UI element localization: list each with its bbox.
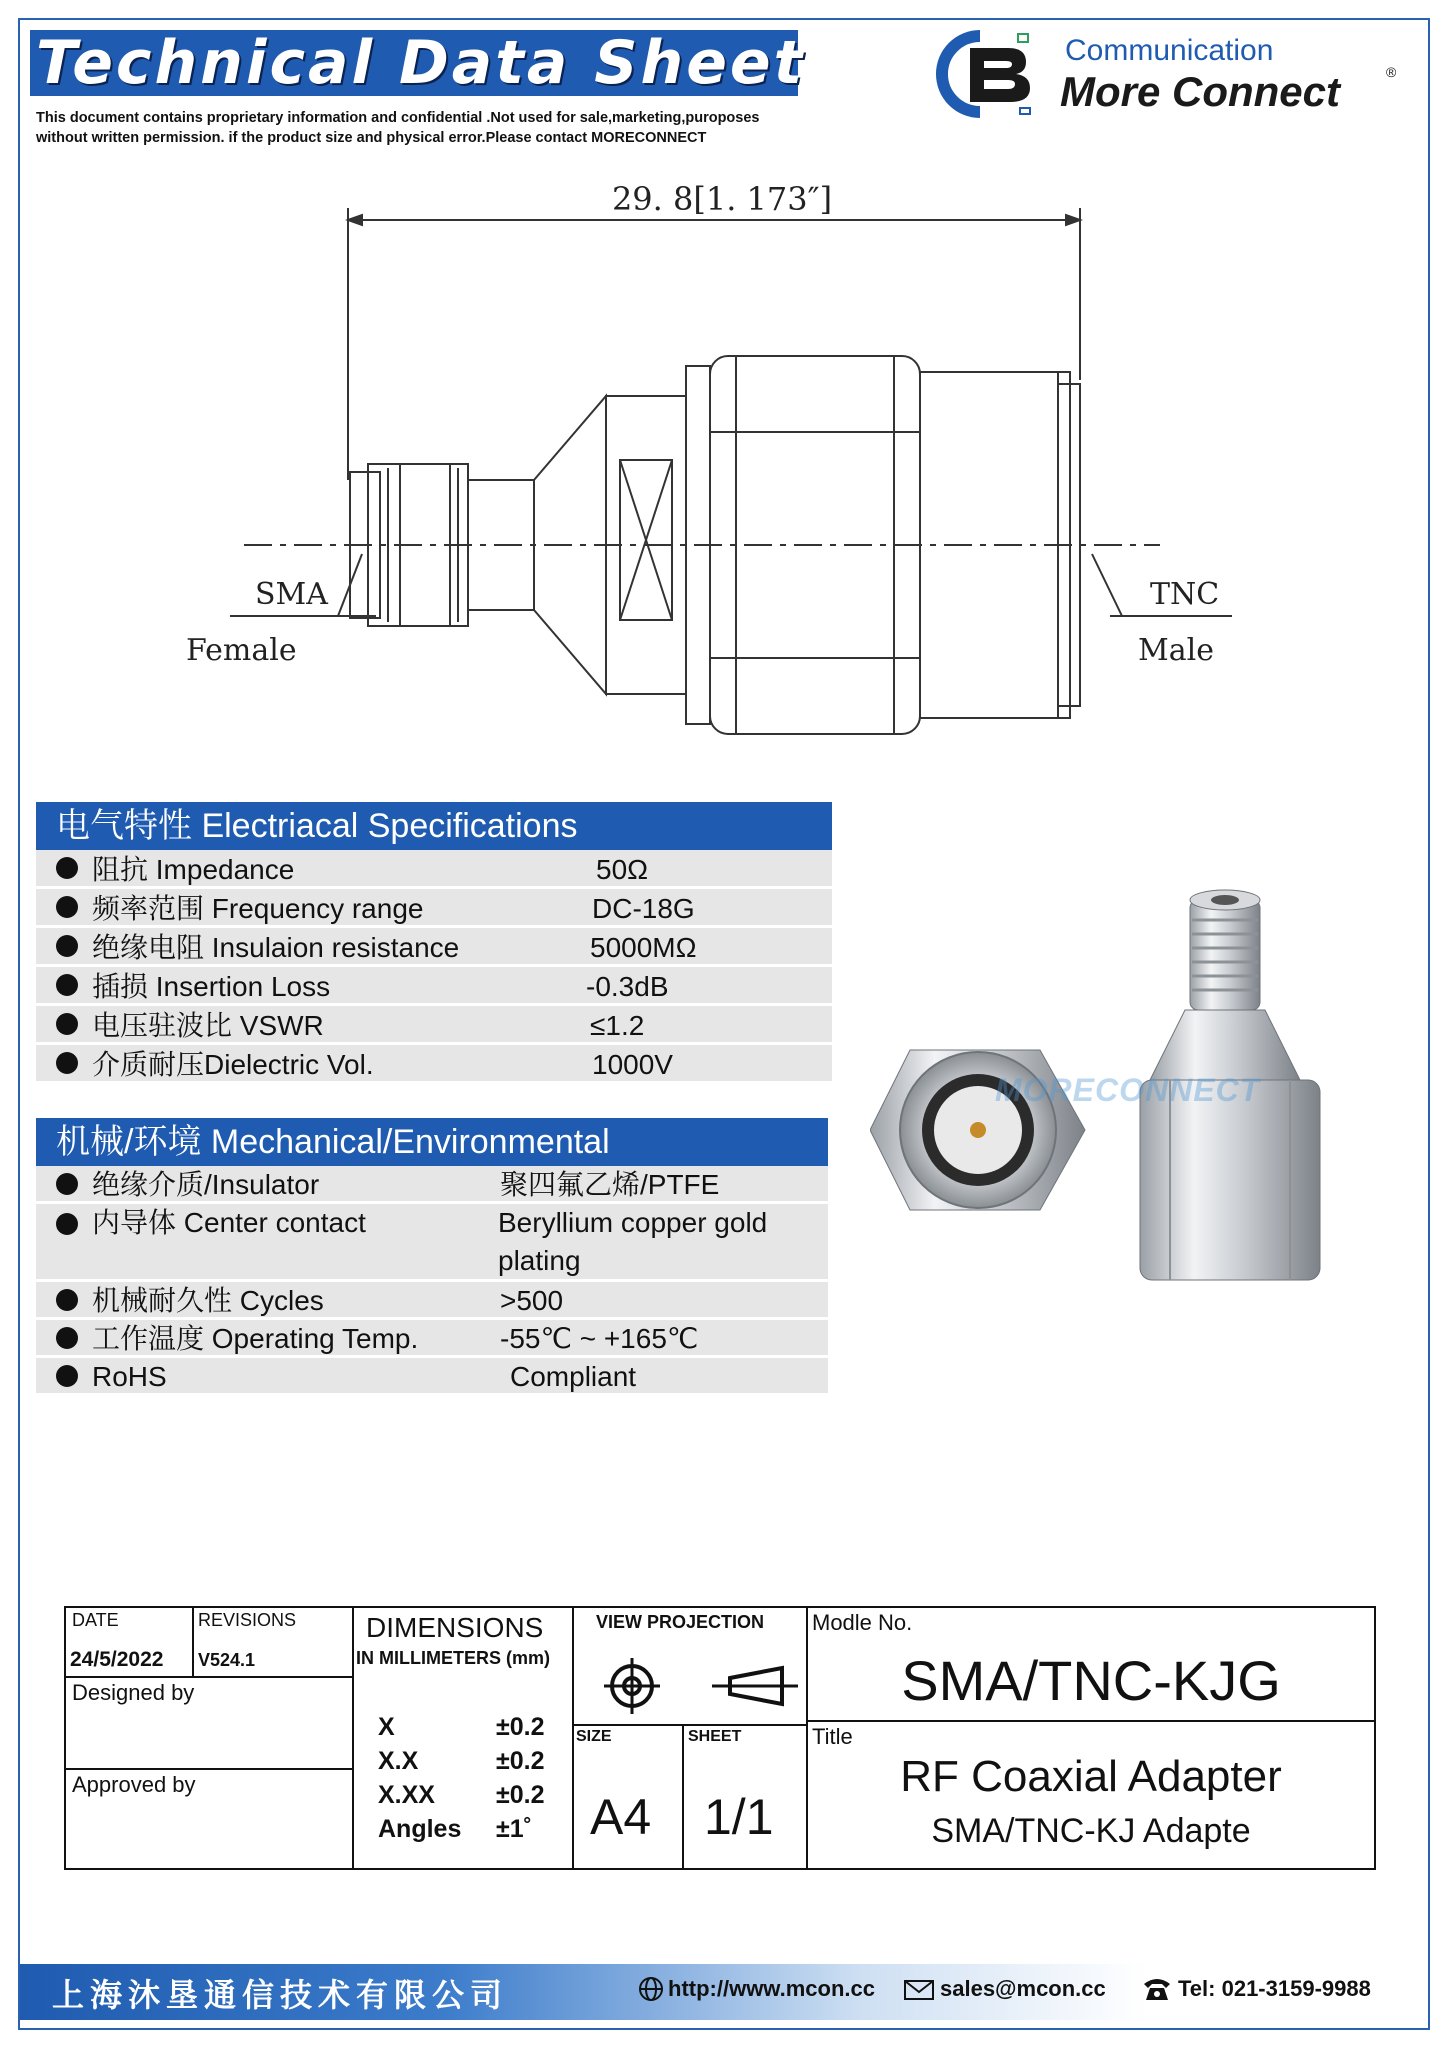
mechanical-table xyxy=(36,1166,828,1396)
spec-label: 插损 Insertion Loss xyxy=(92,971,331,1002)
bullet-icon xyxy=(56,1365,78,1387)
spec-value: 1000V xyxy=(592,1049,673,1080)
brand-more-connect: More Connect xyxy=(1060,68,1341,115)
bullet-icon xyxy=(56,974,78,996)
spec-row-insertion-loss xyxy=(36,967,832,1006)
dimensions-units: IN MILLIMETERS (mm) xyxy=(356,1648,550,1668)
size-label: SIZE xyxy=(576,1728,612,1745)
spec-row-rohs xyxy=(36,1358,828,1396)
divider xyxy=(66,1676,352,1678)
title-line-1: RF Coaxial Adapter xyxy=(900,1752,1282,1801)
sma-label: SMA xyxy=(255,577,328,612)
spec-row-impedance xyxy=(36,850,832,889)
electrical-heading: 电气特性 Electriacal Specifications xyxy=(36,802,832,850)
tolerance-names xyxy=(378,1710,461,1846)
bullet-icon xyxy=(56,857,78,879)
spec-label: 内导体 Center contact xyxy=(92,1207,366,1238)
spec-value: >500 xyxy=(500,1285,564,1316)
spec-value: -55℃ ~ +165℃ xyxy=(500,1323,699,1354)
spec-label: 电压驻波比 VSWR xyxy=(92,1010,324,1041)
dimensions-label: DIMENSIONS xyxy=(366,1612,544,1643)
spec-value: Beryllium copper gold plating xyxy=(498,1207,768,1276)
female-label: Female xyxy=(186,633,297,668)
bullet-icon xyxy=(56,1289,78,1311)
spec-row-cycles xyxy=(36,1282,828,1320)
adapter-drawing xyxy=(160,150,1240,750)
electrical-table xyxy=(36,850,832,1084)
spec-value: 聚四氟乙烯/PTFE xyxy=(500,1169,720,1200)
tolerance-values xyxy=(496,1710,544,1846)
spec-label: RoHS xyxy=(92,1361,167,1392)
mail-icon xyxy=(904,1980,934,2000)
tnc-label: TNC xyxy=(1150,577,1220,612)
title-line-2: SMA/TNC-KJ Adapte xyxy=(931,1812,1251,1850)
bullet-icon xyxy=(56,1327,78,1349)
brand-communication: Communication xyxy=(1065,34,1274,67)
disclaimer xyxy=(36,108,826,148)
sheet-label: SHEET xyxy=(688,1728,742,1745)
bullet-icon xyxy=(56,1052,78,1074)
bullet-icon xyxy=(56,1013,78,1035)
spec-label: 频率范围 Frequency range xyxy=(92,893,424,924)
watermark: MORECONNECT xyxy=(995,1072,1261,1108)
tolerance-name: X.X xyxy=(378,1747,419,1775)
spec-row-operating-temp xyxy=(36,1320,828,1358)
registered-mark: ® xyxy=(1386,64,1397,80)
tolerance-value: ±0.2 xyxy=(496,1781,545,1809)
mechanical-heading: 机械/环境 Mechanical/Environmental xyxy=(36,1118,828,1166)
tolerance-value: ±0.2 xyxy=(496,1747,545,1775)
footer-website[interactable]: http://www.mcon.cc xyxy=(668,1976,875,2001)
spec-label: 阻抗 Impedance xyxy=(92,854,295,885)
spec-value: 50Ω xyxy=(596,854,649,885)
footer-tel: Tel: 021-3159-9988 xyxy=(1178,1976,1371,2001)
bullet-icon xyxy=(56,896,78,918)
title-label: Title xyxy=(812,1724,853,1749)
tolerance-value: ±1˚ xyxy=(496,1815,532,1843)
sheet-value: 1/1 xyxy=(704,1789,774,1845)
bullet-icon xyxy=(56,1173,78,1195)
footer-email[interactable]: sales@mcon.cc xyxy=(940,1976,1106,2001)
spec-value: 5000MΩ xyxy=(590,932,697,963)
divider xyxy=(682,1724,684,1870)
divider xyxy=(192,1608,194,1678)
divider xyxy=(572,1724,806,1726)
spec-value: ≤1.2 xyxy=(590,1010,645,1041)
tolerance-name: Angles xyxy=(378,1815,462,1843)
spec-row-dielectric xyxy=(36,1045,832,1084)
divider xyxy=(66,1768,352,1770)
date-label: DATE xyxy=(72,1610,119,1630)
tolerance-value: ±0.2 xyxy=(496,1713,545,1741)
footer-company: 上海沐垦通信技术有限公司 xyxy=(52,1976,509,2014)
spec-row-center-contact xyxy=(36,1204,828,1282)
spec-row-insulator xyxy=(36,1166,828,1204)
view-projection-label: VIEW PROJECTION xyxy=(596,1612,765,1632)
bullet-icon xyxy=(56,935,78,957)
spec-row-vswr xyxy=(36,1006,832,1045)
telephone-icon xyxy=(1142,1976,1172,2002)
designed-by-label: Designed by xyxy=(72,1680,195,1705)
tolerance-name: X.XX xyxy=(378,1781,435,1809)
male-label: Male xyxy=(1138,633,1214,668)
title-banner xyxy=(30,28,806,98)
spec-row-insulation xyxy=(36,928,832,967)
page-title: Technical Data Sheet xyxy=(36,28,806,98)
brand-logo-icon xyxy=(920,28,1040,120)
title-block xyxy=(64,1606,1376,1870)
dimension-label: 29. 8[1. 173″] xyxy=(611,180,833,218)
spec-value: DC-18G xyxy=(592,893,695,924)
spec-label: 机械耐久性 Cycles xyxy=(92,1285,324,1316)
spec-label: 工作温度 Operating Temp. xyxy=(92,1323,419,1354)
approved-by-label: Approved by xyxy=(72,1772,196,1797)
date-value: 24/5/2022 xyxy=(70,1648,164,1671)
spec-value: -0.3dB xyxy=(586,971,669,1002)
model-label: Modle No. xyxy=(812,1610,913,1635)
disclaimer-line-2: without written permission. if the product size and physical error.Please contact MORECONNECT xyxy=(36,130,707,146)
revisions-label: REVISIONS xyxy=(198,1610,297,1630)
spec-row-frequency xyxy=(36,889,832,928)
disclaimer-line-1: This document contains proprietary information and confidential .Not used for sale,marketing,puroposes xyxy=(36,110,760,126)
spec-label: 绝缘电阻 Insulaion resistance xyxy=(92,932,460,963)
size-value: A4 xyxy=(590,1789,652,1845)
model-value: SMA/TNC-KJG xyxy=(901,1649,1281,1712)
spec-value: Compliant xyxy=(510,1361,637,1392)
globe-icon xyxy=(638,1976,664,2002)
divider xyxy=(806,1720,1376,1722)
divider xyxy=(572,1608,574,1868)
spec-label: 绝缘介质/Insulator xyxy=(92,1169,320,1200)
revisions-value: V524.1 xyxy=(198,1650,256,1670)
spec-label: 介质耐压Dielectric Vol. xyxy=(92,1049,374,1080)
divider xyxy=(352,1608,354,1868)
first-angle-projection-icon xyxy=(602,1656,802,1716)
tolerance-name: X xyxy=(378,1713,395,1741)
bullet-icon xyxy=(56,1213,78,1235)
